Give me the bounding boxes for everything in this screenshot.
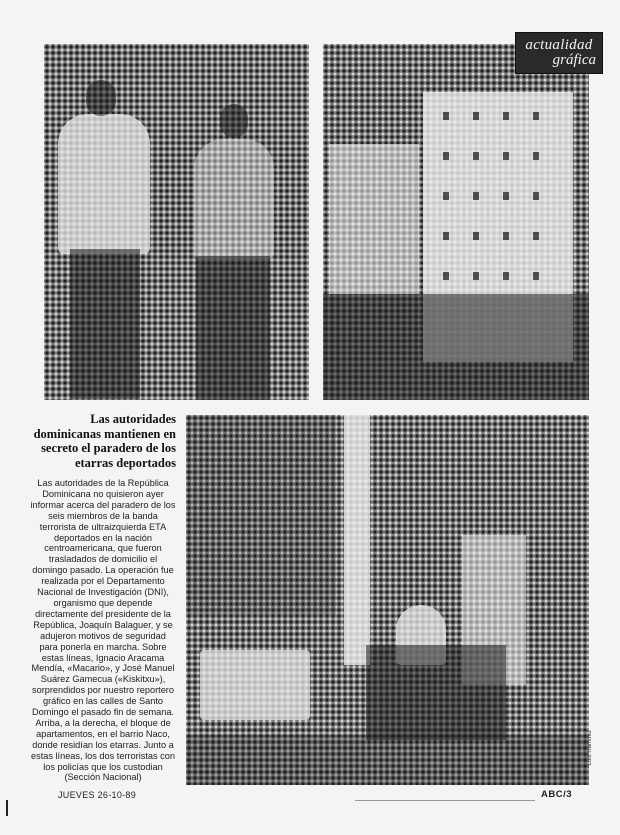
- figure-left-head: [86, 80, 116, 116]
- figure-right-legs: [196, 256, 270, 400]
- parked-vehicle: [200, 650, 310, 720]
- photo-two-men: [44, 44, 309, 400]
- margin-mark: [6, 800, 8, 816]
- figure-left-legs: [70, 249, 140, 399]
- photo-apartment-building: [323, 44, 589, 400]
- photo-street-police: [186, 415, 589, 785]
- footer-page-number: ABC/3: [541, 789, 573, 800]
- section-badge: [515, 32, 603, 74]
- figure-right-shirt: [194, 139, 274, 259]
- building-low-block: [329, 144, 419, 294]
- trees-foreground: [323, 294, 589, 400]
- article-body: Las autoridades de la República Dominicana no quisieron ayer informar acerca del paradero de los seis miembros de la banda terrorista de ultraizquierda ETA deportados en la nación centroamericana, que fueron trasladados de domicilio el domingo pasado. La operación fue realizada por el Departamento Nacional de Investigación (DNI), organismo que depende directamente del presidente de la República, Joaquín Balaguer, y se adujeron motivos de seguridad para ponerla en marcha. Sobre estas líneas, Ignacio Aracama Mendía, «Macario», y José Manuel Suárez Gamecua («Kiskitxu»), sorprendidos por nuestro reportero gráfico en las calles de Santo Domingo el pasado fin de semana. Arriba, a la derecha, el bloque de apartamentos, en el barrio Naco, donde residían los etarras. Junto a estas líneas, los dos terroristas con los policías que los custodian (Sección Nacional): [30, 478, 176, 783]
- figure-group-legs: [366, 645, 506, 740]
- section-badge-line1: actualidad: [525, 37, 593, 53]
- photo-credit: Luis Ramírez: [587, 730, 593, 766]
- article-headline: Las autoridades dominicanas mantienen en secreto el paradero de los etarras deportados: [33, 412, 176, 470]
- figure-left-shirt: [58, 114, 150, 254]
- lamp-post: [344, 415, 370, 665]
- section-badge-line2: gráfica: [552, 52, 596, 68]
- trees-background: [186, 415, 336, 615]
- footer-rule: [355, 800, 535, 801]
- figure-right-head: [220, 104, 248, 138]
- street-ground: [186, 735, 589, 785]
- footer-date: JUEVES 26-10-89: [58, 790, 137, 800]
